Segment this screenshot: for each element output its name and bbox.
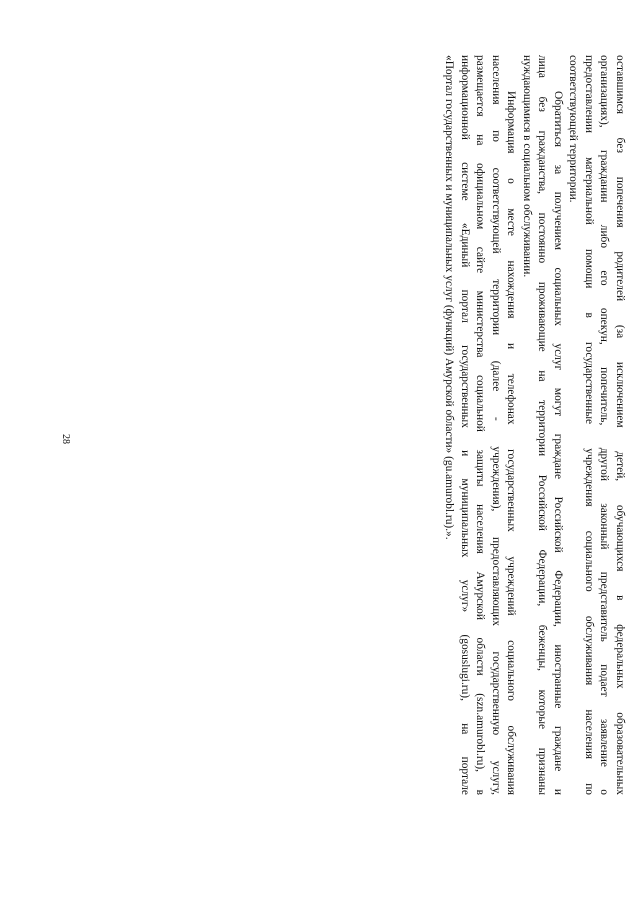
text-line: соответствующей территории. [567, 55, 580, 203]
text-line: населения по соответствующей территории (далее - учреждения), предоставляющих государственную услугу, [490, 55, 502, 795]
page-number: 28 [60, 434, 71, 444]
text-line: предоставлении материальной помощи в государственные учреждения социального обслуживания населения по [583, 55, 595, 795]
text-line: нуждающимися в социальном обслуживании. [521, 55, 533, 278]
text-line: информационной системе «Единый портал государственных и муниципальных услуг» (gosuslugi.ru), на портале [459, 55, 471, 795]
text-line: оставшимся без попечения родителей (за исключением детей, обучающихся в федеральных образовательных [614, 55, 626, 795]
text-line: Информация о месте нахождения и телефонах государственных учреждений социального обслуживания [505, 91, 518, 795]
text-line: размещается на официальном сайте министерства социальной защиты населения Амурской области (szn.amurobl.ru), в [474, 55, 487, 795]
text-line: организациях), гражданин либо его опекун, попечитель, другой законный представитель подает заявление о [598, 55, 611, 795]
document-body [415, 55, 627, 795]
text-line: лица без гражданства, постоянно проживающие на территории Российской Федерации, беженцы, которые признаны [536, 55, 549, 795]
text-line: «Портал государственных и муниципальных услуг (функций) Амурской области» (gu.amurobl.ru).». [443, 55, 456, 540]
text-line: Обратиться за получением социальных услуг могут граждане Российской Федерации, иностранные граждане и [552, 91, 564, 795]
